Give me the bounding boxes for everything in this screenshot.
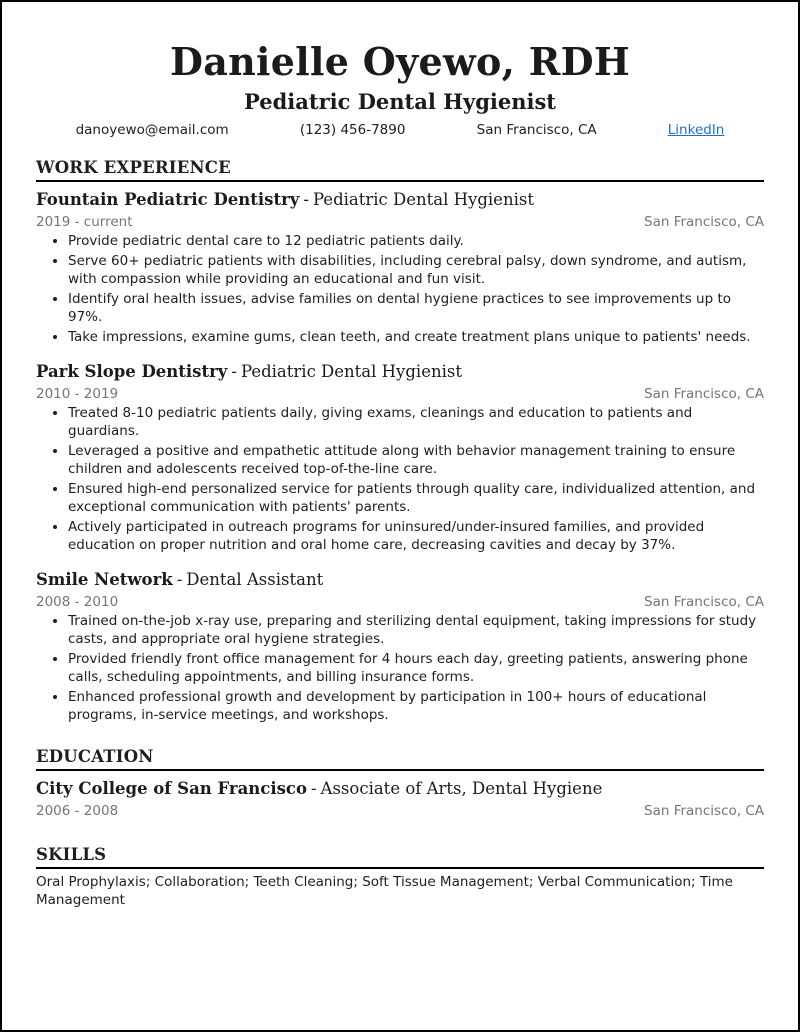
section-heading-work: WORK EXPERIENCE — [36, 157, 764, 182]
education-entry — [36, 777, 764, 820]
candidate-name: Danielle Oyewo, RDH — [169, 39, 631, 84]
heading-separator: - — [303, 190, 309, 209]
candidate-title: Pediatric Dental Hygienist — [244, 89, 556, 114]
job-meta — [36, 593, 764, 611]
bullet-item: • Ensured high-end personalized service for patients through quality care, individualized attention, and exceptional communication with patients' parents. — [68, 480, 764, 516]
contact-email[interactable]: danoyewo@email.com — [75, 122, 229, 138]
education-heading — [36, 777, 764, 801]
bullet-item: • Trained on-the-job x-ray use, preparing and sterilizing dental equipment, taking impressions for study casts, and appropriate oral hygiene strategies. — [68, 612, 764, 648]
bullet-item: • Enhanced professional growth and development by participation in 100+ hours of educational programs, in-service meetings, and workshops. — [68, 688, 764, 724]
education-dates: 2006 - 2008 — [36, 803, 119, 819]
job-company: Smile Network — [36, 570, 173, 589]
job-heading — [36, 360, 764, 384]
heading-separator: - — [310, 779, 317, 798]
job-company: Park Slope Dentistry — [36, 362, 228, 381]
education-location: San Francisco, CA — [644, 803, 764, 819]
heading-separator: - — [231, 362, 237, 381]
education-degree: Associate of Arts, — [320, 779, 467, 798]
job-location: San Francisco, CA — [644, 594, 764, 610]
bullet-item: • Leveraged a positive and empathetic attitude along with behavior management training to ensure children and adolescents received top-of-the-line care. — [68, 442, 764, 478]
job-bullets — [36, 612, 764, 724]
job-location: San Francisco, CA — [644, 214, 764, 230]
education-field: Dental Hygiene — [472, 779, 603, 798]
job-company: Fountain Pediatric Dentistry — [36, 190, 300, 209]
job-entry — [36, 568, 764, 724]
contact-phone: (123) 456-7890 — [299, 122, 406, 138]
section-heading-education: EDUCATION — [36, 746, 764, 771]
job-location: San Francisco, CA — [644, 386, 764, 402]
bullet-item: • Identify oral health issues, advise families on dental hygiene practices to see improvements up to 97%. — [68, 290, 764, 326]
job-heading — [36, 568, 764, 592]
job-entry — [36, 360, 764, 554]
job-meta — [36, 213, 764, 231]
skills-list: Oral Prophylaxis; Collaboration; Teeth Cleaning; Soft Tissue Management; Verbal Communication; Time Management — [36, 874, 733, 908]
job-heading — [36, 188, 764, 212]
job-role: Pediatric Dental Hygienist — [240, 362, 462, 381]
contact-row — [36, 121, 764, 139]
bullet-item: • Actively participated in outreach programs for uninsured/under-insured families, and provided education on proper nutrition and oral home care, decreasing cavities and decay by 37%. — [68, 518, 764, 554]
bullet-item: • Provide pediatric dental care to 12 pediatric patients daily. — [68, 232, 764, 250]
education-school: City College of San Francisco — [36, 779, 307, 798]
bullet-item: • Treated 8-10 pediatric patients daily, giving exams, cleanings and education to patients and guardians. — [68, 404, 764, 440]
bullet-item: • Serve 60+ pediatric patients with disabilities, including cerebral palsy, down syndrome, and autism, with compassion while providing an educational and fun visit. — [68, 252, 764, 288]
job-role: Pediatric Dental Hygienist — [312, 190, 534, 209]
bullet-item: • Take impressions, examine gums, clean teeth, and create treatment plans unique to patients' needs. — [68, 328, 764, 346]
section-heading-skills: SKILLS — [36, 844, 764, 869]
bullet-item: • Provided friendly front office management for 4 hours each day, greeting patients, answering phone calls, scheduling appointments, and billing insurance forms. — [68, 650, 764, 686]
job-entry — [36, 188, 764, 346]
job-role: Dental Assistant — [186, 570, 324, 589]
job-meta — [36, 385, 764, 403]
job-dates: 2010 - 2019 — [36, 386, 119, 402]
job-dates: 2008 - 2010 — [36, 594, 119, 610]
heading-separator: - — [176, 570, 183, 589]
job-bullets — [36, 232, 764, 346]
contact-location: San Francisco, CA — [476, 122, 597, 138]
education-meta — [36, 802, 764, 820]
linkedin-link[interactable]: LinkedIn — [667, 122, 725, 138]
job-dates: 2019 - current — [36, 214, 133, 230]
job-bullets — [36, 404, 764, 554]
